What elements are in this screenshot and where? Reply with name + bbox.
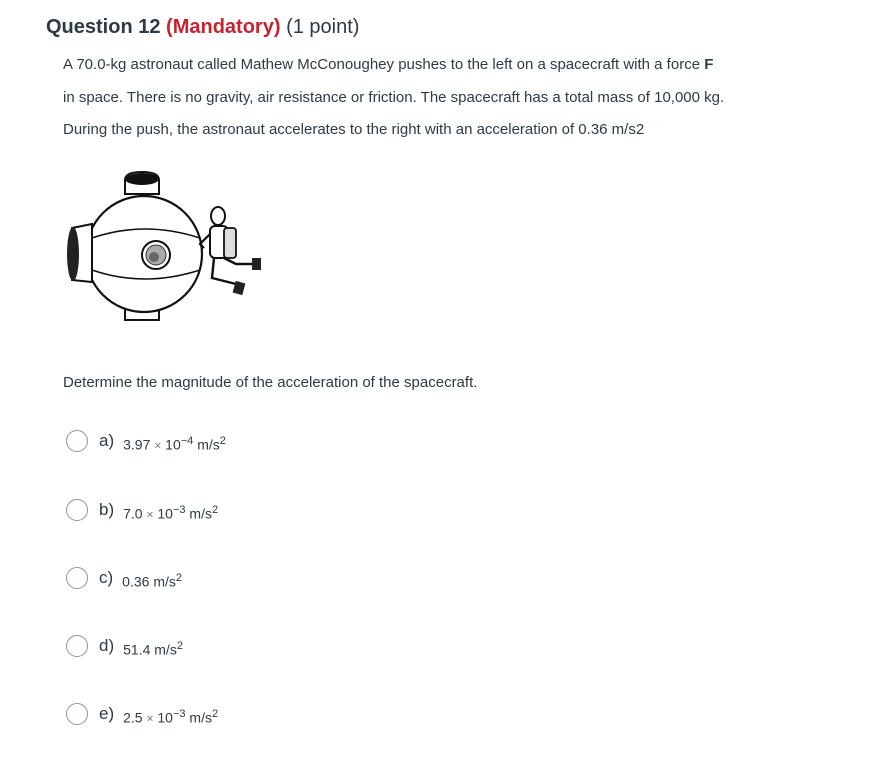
option-d[interactable] [66, 633, 183, 659]
option-c[interactable] [66, 565, 182, 591]
option-e[interactable] [66, 701, 218, 727]
option-letter: b) [99, 500, 115, 519]
option-value: 0.36 $m/s^2$ [122, 572, 182, 590]
question-header [46, 16, 359, 39]
option-letter: e) [99, 704, 115, 723]
option-value: $3.97 \times 10^{-4}$ $m/s^2$ [123, 435, 226, 453]
question-text-line-3: During the push, the astronaut accelerates to the right with an acceleration of 0.36 m/s2 [63, 121, 645, 138]
question-text-line-2: in space. There is no gravity, air resistance or friction. The spacecraft has a total mass of 10,000 kg. [63, 89, 725, 106]
option-value: $2.5 \times 10^{-3}$ $m/s^2$ [123, 708, 219, 726]
option-b[interactable] [66, 497, 218, 523]
question-text-line-1 [63, 56, 823, 73]
radio-option-d[interactable] [66, 635, 88, 657]
option-value: $7.0 \times 10^{-3}$ $m/s^2$ [123, 504, 219, 522]
option-letter: d) [99, 636, 115, 655]
points-label: (1 point) [286, 16, 360, 38]
force-symbol: F [704, 56, 714, 73]
question-number: Question 12 [46, 16, 161, 38]
spacecraft-astronaut-illustration [62, 168, 267, 328]
radio-option-a[interactable] [66, 430, 88, 452]
question-text-line-1-prefix: A 70.0-kg astronaut called Mathew McConoughey pushes to the left on a spacecraft with a force [63, 56, 705, 73]
radio-option-e[interactable] [66, 703, 88, 725]
option-value: 51.4 $m/s^2$ [123, 640, 183, 658]
option-letter: c) [99, 568, 114, 587]
option-letter: a) [99, 431, 115, 450]
mandatory-label: (Mandatory) [166, 16, 281, 38]
radio-option-c[interactable] [66, 567, 88, 589]
radio-option-b[interactable] [66, 499, 88, 521]
question-prompt: Determine the magnitude of the acceleration of the spacecraft. [63, 374, 478, 391]
option-a[interactable] [66, 428, 226, 454]
